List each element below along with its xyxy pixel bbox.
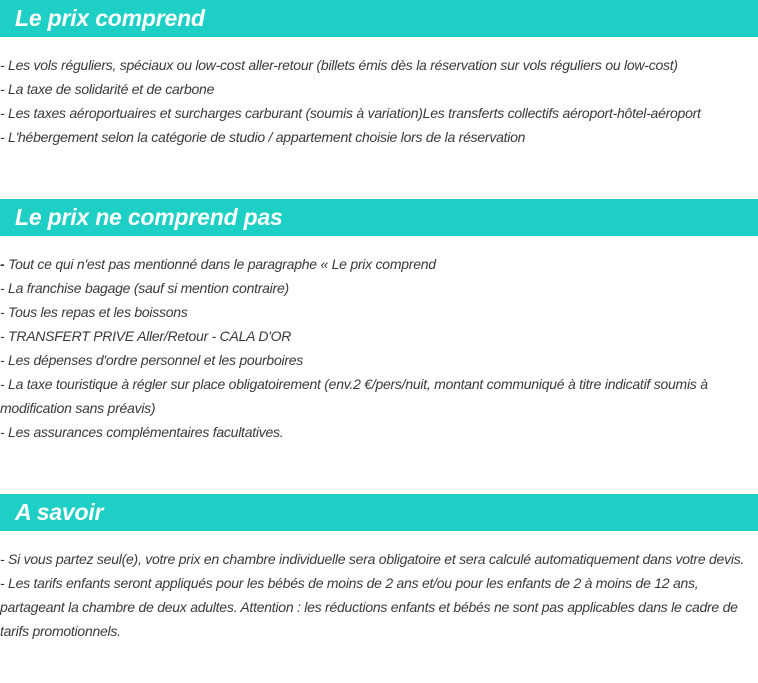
list-dash: - (0, 256, 9, 272)
list-item: - TRANSFERT PRIVE Aller/Retour - CALA D'OR (0, 328, 292, 344)
section-header-prix-ne-comprend-pas (0, 199, 758, 236)
list-item: - Les dépenses d'ordre personnel et les pourboires (0, 352, 304, 368)
list-item-text: Tout ce qui n'est pas mentionné dans le paragraphe « Le prix comprend (8, 256, 436, 272)
section-header-prix-comprend (0, 0, 758, 37)
list-item: - La taxe touristique à régler sur place obligatoirement (env.2 €/pers/nuit, montant communiqué à titre indicatif soumis à modification sans préavis) (0, 376, 708, 416)
section-title: Le prix ne comprend pas (15, 204, 283, 230)
list-item: - La taxe de solidarité et de carbone (0, 81, 215, 97)
list-item: - Les assurances complémentaires facultatives. (0, 424, 284, 440)
list-item: - Les taxes aéroportuaires et surcharges carburant (soumis à variation)Les transferts collectifs aéroport-hôtel-aéroport (0, 105, 701, 121)
paragraph: - Les tarifs enfants seront appliqués pour les bébés de moins de 2 ans et/ou pour les enfants de 2 à moins de 12 ans, partageant la chambre de deux adultes. Attention : les réductions enfants et bébés ne sont pas applicables dans le cadre de tarifs promotionnels. (0, 575, 738, 639)
section-title: A savoir (15, 499, 104, 525)
section-header-a-savoir (0, 494, 758, 531)
list-item: - L'hébergement selon la catégorie de studio / appartement choisie lors de la réservation (0, 129, 526, 145)
section-body-prix-ne-comprend-pas (0, 252, 758, 444)
section-body-prix-comprend (0, 53, 758, 149)
list-item: - Tous les repas et les boissons (0, 304, 188, 320)
list-item: - Les vols réguliers, spéciaux ou low-cost aller-retour (billets émis dès la réservation sur vols réguliers ou low-cost) (0, 57, 678, 73)
list-item (0, 252, 754, 276)
list-item: - La franchise bagage (sauf si mention contraire) (0, 280, 289, 296)
section-title: Le prix comprend (15, 5, 205, 31)
section-body-a-savoir (0, 547, 758, 643)
paragraph: - Si vous partez seul(e), votre prix en chambre individuelle sera obligatoire et sera calculé automatiquement dans votre devis. (0, 551, 745, 567)
